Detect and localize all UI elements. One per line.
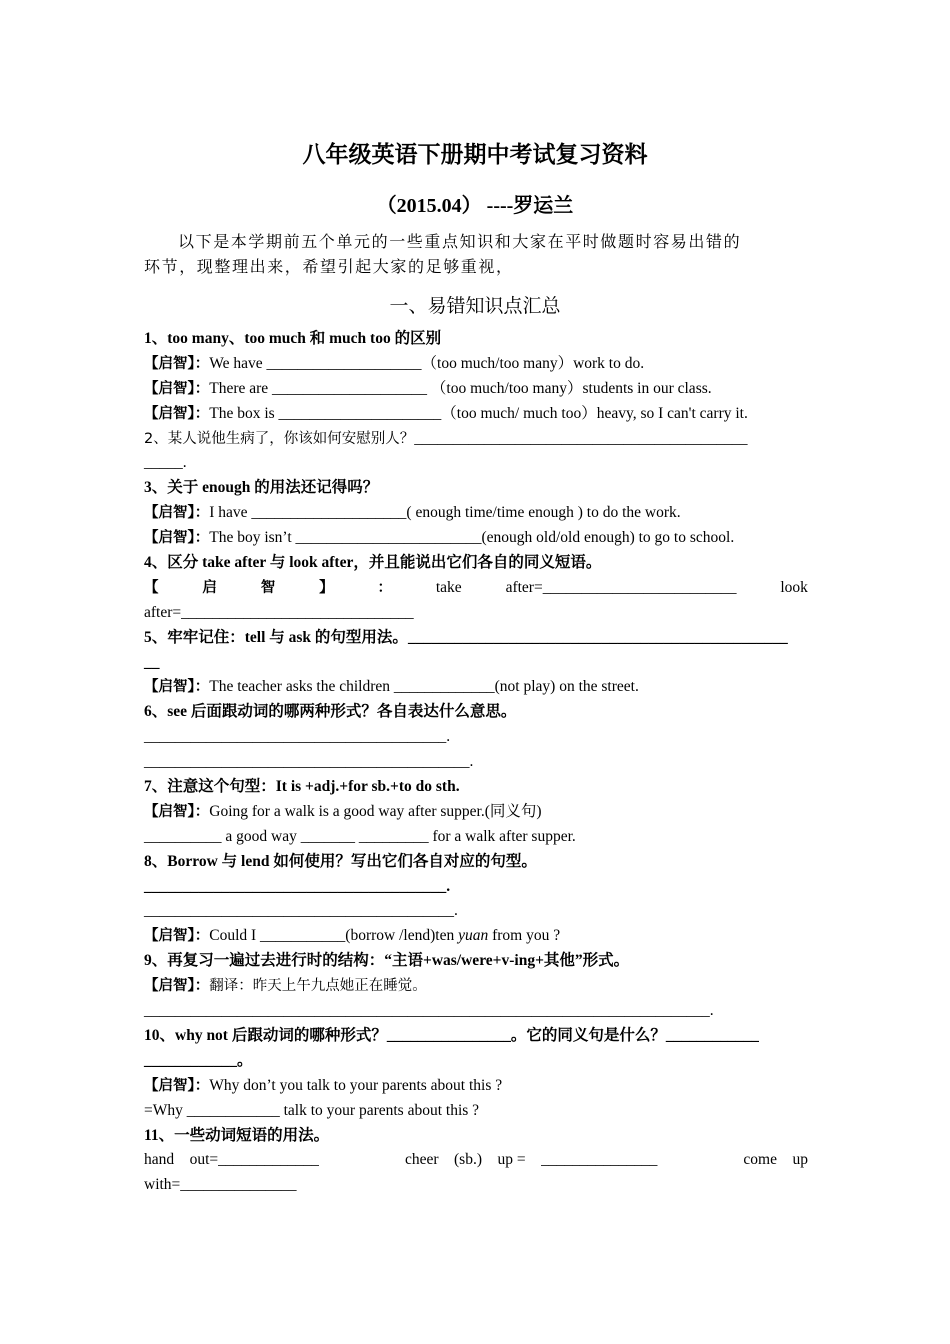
- document-subtitle: （2015.04） ----罗运兰: [376, 195, 574, 217]
- q9-example-1: 【启智】：翻译：昨天上午九点她正在睡觉。: [144, 978, 427, 995]
- q1-title: 1、too many、too much 和 much too 的区别: [144, 330, 442, 347]
- hint-label: 【启智】：: [144, 505, 210, 522]
- intro-line-2: 环节，现整理出来，希望引起大家的足够重视，: [144, 257, 514, 276]
- q1-example-2: 【启智】：There are ____________________ （too much/too many）students in our class.: [144, 379, 712, 397]
- q11-phrase-2: cheer (sb.) up = _______________: [404, 1151, 658, 1169]
- q4-continuation: after=______________________________: [144, 603, 414, 621]
- q7-title: 7、注意这个句型：It is +adj.+for sb.+to do sth.: [144, 778, 460, 796]
- q11-title: 11、一些动词短语的用法。: [144, 1126, 330, 1144]
- q10-example-2: =Why ____________ talk to your parents about this ?: [144, 1101, 480, 1119]
- q8-title: 8、Borrow 与 lend 如何使用？写出它们各自对应的句型。: [144, 852, 537, 870]
- q10-example-1: 【启智】：Why don’t you talk to your parents about this ?: [144, 1076, 503, 1094]
- q4-example-1: 【 启 智 】 ： take after=_________________________ look: [144, 578, 808, 596]
- q7-example-2: __________ a good way _______ _________ for a walk after supper.: [144, 827, 576, 845]
- document-title: 八年级英语下册期中考试复习资料: [302, 142, 648, 168]
- q11-continuation: with=_______________: [144, 1176, 297, 1194]
- hint-label: 【启智】：: [144, 355, 210, 372]
- q11-phrase-3: come up: [743, 1151, 808, 1169]
- exercise-body: [144, 327, 808, 1198]
- hint-label: 【启智】：: [144, 978, 210, 995]
- hint-label: 【启智】：: [144, 530, 210, 547]
- q6-answer-blank-2: __________________________________________.: [144, 753, 474, 771]
- q11-phrases: [144, 1148, 808, 1173]
- q9-answer-blank: _________________________________________________________________________.: [144, 1002, 714, 1020]
- q1-example-3: 【启智】：The box is _____________________（too much/ much too）heavy, so I can't carry it.: [144, 404, 748, 422]
- q3-title: 3、关于 enough 的用法还记得吗？: [144, 479, 379, 497]
- hint-label: 【启智】：: [144, 679, 210, 696]
- q8-answer-blank-2: ________________________________________.: [144, 902, 458, 920]
- hint-label: 【启智】：: [144, 405, 210, 422]
- hint-label: 【启智】：: [144, 1077, 210, 1094]
- q8-example-1: 【启智】：Could I ___________(borrow /lend)ten yuan from you ?: [144, 927, 561, 945]
- q2-continuation: _____.: [144, 454, 187, 472]
- section-heading: 一、易错知识点汇总: [389, 295, 561, 317]
- q2-title: 2、某人说他生病了，你该如何安慰别人？___________________________________________: [144, 429, 748, 447]
- intro-line-1: 以下是本学期前五个单元的一些重点知识和大家在平时做题时容易出错的: [178, 232, 742, 251]
- q8-answer-blank-1: _______________________________________.: [144, 877, 451, 895]
- q4-title: 4、区分 take after 与 look after，并且能说出它们各自的同义短语。: [144, 554, 602, 572]
- hint-label: 【启智】：: [144, 380, 210, 397]
- q10-continuation: ____________。: [144, 1051, 253, 1069]
- hint-label: 【启智】：: [144, 928, 210, 945]
- q9-title: 9、再复习一遍过去进行时的结构：“主语+was/were+v-ing+其他”形式。: [144, 952, 630, 970]
- hint-label: 【启智】：: [144, 803, 210, 820]
- q3-example-2: 【启智】：The boy isn’t ________________________(enough old/old enough) to go to school.: [144, 529, 735, 547]
- q6-title: 6、see 后面跟动词的哪两种形式？各自表达什么意思。: [144, 703, 517, 721]
- q5-example-1: 【启智】：The teacher asks the children _____________(not play) on the street.: [144, 678, 639, 696]
- q10-title: 10、why not 后跟动词的哪种形式？________________。它的同义句是什么？____________: [144, 1026, 759, 1044]
- q11-phrase-1: hand out=_____________: [144, 1151, 319, 1169]
- q5-title: 5、牢牢记住：tell 与 ask 的句型用法。_________________________________________________: [144, 628, 788, 646]
- intro-paragraph: [144, 229, 808, 279]
- q1-example-1: 【启智】：We have ____________________（too much/too many）work to do.: [144, 354, 645, 372]
- q5-continuation: __: [144, 653, 160, 671]
- q7-example-1: 【启智】：Going for a walk is a good way after supper.(同义句): [144, 802, 542, 820]
- q3-example-1: 【启智】：I have ____________________( enough time/time enough ) to do the work.: [144, 504, 681, 522]
- q6-answer-blank-1: _______________________________________.: [144, 728, 451, 746]
